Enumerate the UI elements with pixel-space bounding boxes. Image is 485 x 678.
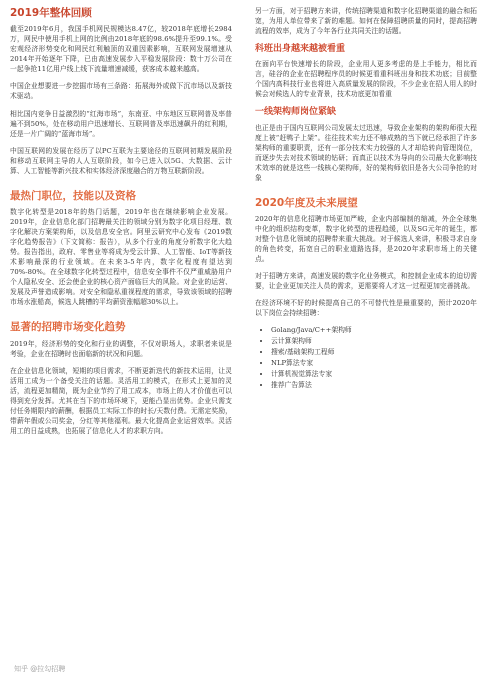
list-item: • 搜索/基础架构工程师 xyxy=(271,347,477,358)
paragraph-recruiter-view: 对于招聘方来讲，高速发展的数字化业务模式，和控制企业成本的迫切需要，让企业更加关注人员的需求，更需要将人才这一过程更加完善挑战。 xyxy=(255,272,477,291)
left-column xyxy=(10,6,232,443)
paragraph-mobile-users: 截至2019年6月，我国手机网民规模达8.47亿，较2018年底增长2984万，网民中使用手机上网的比例由2018年底的98.6%提升至99.1%。受宏观经济形势变化和网民红利触顶的双重因素影响，互联网发展增速从2014年开始逐年下降，已由高速发展步入平稳发展阶段：数十万公司在一起争抢11亿用户线上线下流量增速减缓，获客成本越来越高。 xyxy=(10,25,232,74)
paragraph-economic-change: 2019年，经济形势的变化和行业的调整，不仅对职场人，求职者来说是考验，企业在招聘时也面临新的状况和问题。 xyxy=(10,339,232,358)
paragraph-flexible-employment: 在企业信息化领域，短期的项目需求，不断更新迭代的新技术运用，让灵活用工成为一个备受关注的话题。灵活用工的模式，在形式上更加的灵活，流程更加精简，既为企业节约了用工成本，市场上的人才价值也可以得到充分发挥。尤其在当下的市场环境下，更能凸显出优势。企业只需支付任务期限内的薪酬，根据员工实际工作的时长/天数付费。无需定奖励，带薪年假或公司奖金，分红等其他福利。最大化提高企业运营效率。灵活用工的日益成熟，也拓展了信息化人才的求职方向。 xyxy=(10,366,232,435)
section-title-2019-review: 2019年整体回顾 xyxy=(10,7,92,19)
paragraph-three-paths: 中国企业想要进一步挖掘市场有三条路：拓展海外或做下沉市场以及新技术驱动。 xyxy=(10,82,232,101)
section-title-architect-shortage: 一线架构师岗位紧缺 xyxy=(255,107,337,118)
watermark: 知乎 @拉勾招聘 xyxy=(14,665,66,673)
section-title-academic-background: 科班出身越来越被看重 xyxy=(255,44,346,55)
section-title-market-trends: 显著的招聘市场变化趋势 xyxy=(10,321,126,334)
list-item: • Golang/Java/C++架构师 xyxy=(271,325,477,336)
list-item: • NLP算法专家 xyxy=(271,358,477,369)
paragraph-2020-market: 2020年的信息化招聘市场更加严峻，企业内部编制的缩减，外企全球集中化的组织结构变革，数字化转型的进程趋缓，以及SG元年的诞生，都对整个信息化领域的招聘带来重大挑战。对于候选人来讲，积极寻求自身的角色转变，拓宽自己的职业道路选择，是2020年求职市场上的关键点。 xyxy=(255,215,477,264)
right-column xyxy=(255,6,477,391)
list-item: • 推荐广告算法 xyxy=(271,380,477,391)
paragraph-job-forecast-intro: 在经济环境不好的时候提高自己的不可替代性是最重要的，预计2020年以下岗位会持续招聘： xyxy=(255,299,477,318)
paragraph-digital-transformation: 数字化转型是2018年的热门话题，2019年也在继续影响企业发展。2019年，企业信息化部门招聘最关注的领域分别为数字化项目经理、数字化解决方案架构师，以及信息安全官。阿里云研究中心发布《2019数字化趋势报告》（下文简称：报告），从多个行业的角度分析数字化大趋势。报告指出，政府、零售业等将成为受云计算、人工智能、IoT等新技术影响最深的行业领域。在未来3-5年内，数字化程度有望达到70%-80%。在全球数字化转型过程中，信息安全事件不仅严重威胁用户个人隐私安全、还会使企业的核心资产面临巨大的风险。对企业的运营、发展及声誉造成影响。对安全和隐私重视程度的需求，导致该领域的招聘市场水涨船高，候选人跳槽的平均薪资涨幅超30%以上。 xyxy=(10,207,232,307)
list-item: • 云计算架构师 xyxy=(271,336,477,347)
paragraph-architect-shortage: 也正是由于国内互联网公司发展太过迅速，导致企业架构的架构师很大程度上被“赶鸭子上架”。往往技术实力还不够成熟的当下就已经承担了许多架构师的重要职责，还有一部分技术实力较强的人才却给转向管理岗位，而逐步失去对技术领域的钻研；而真正以技术为导向的公司最大化影响技术效率的就是这些一线核心架构师，好的架构师依旧是各大公司争抢的对象 xyxy=(255,123,477,182)
section-title-2020-outlook: 2020年度及未来展望 xyxy=(255,196,358,209)
paragraph-recruiting-channels: 另一方面，对于招聘方来讲，传统招聘渠道和数字化招聘渠道的融合和拓宽，为用人单位带来了新的难题。如何在保障招聘质量的同时，提高招聘流程的效率，成为了今年各行业共同关注的话题。 xyxy=(255,7,477,36)
section-title-hot-positions: 最热门职位，技能以及资格 xyxy=(10,189,136,202)
paragraph-internet-stages: 中国互联网的发展在经历了以PC互联为主要途径的互联网初期发展阶段和移动互联网主导的人人互联阶段，如今已进入以5G、大数据、云计算、人工智能等新兴技术和实体经济深度融合的万物互联新阶段。 xyxy=(10,146,232,175)
paragraph-academic-background: 在面向平台快速增长的阶段，企业用人更多考虑的是上手能力，相比而言，硅谷的企业在招聘程序员的时候更看重科班出身和技术功底；目前整个国内高科技行业也将进入高质量发展的阶段，不少企业在招人用人的时候会对候选人的专业背景，技术功底更加看重 xyxy=(255,60,477,99)
job-forecast-list xyxy=(255,325,477,390)
list-item: • 计算机视觉算法专家 xyxy=(271,369,477,380)
paragraph-blue-ocean: 相比国内竞争日益激烈的“红海市场”，东南亚、中东地区互联网普及率普遍不到50%，处在移动用户迅速增长、互联网普及率迅速飙升的红利期，还是一片广阔的“蓝海市场”。 xyxy=(10,109,232,138)
